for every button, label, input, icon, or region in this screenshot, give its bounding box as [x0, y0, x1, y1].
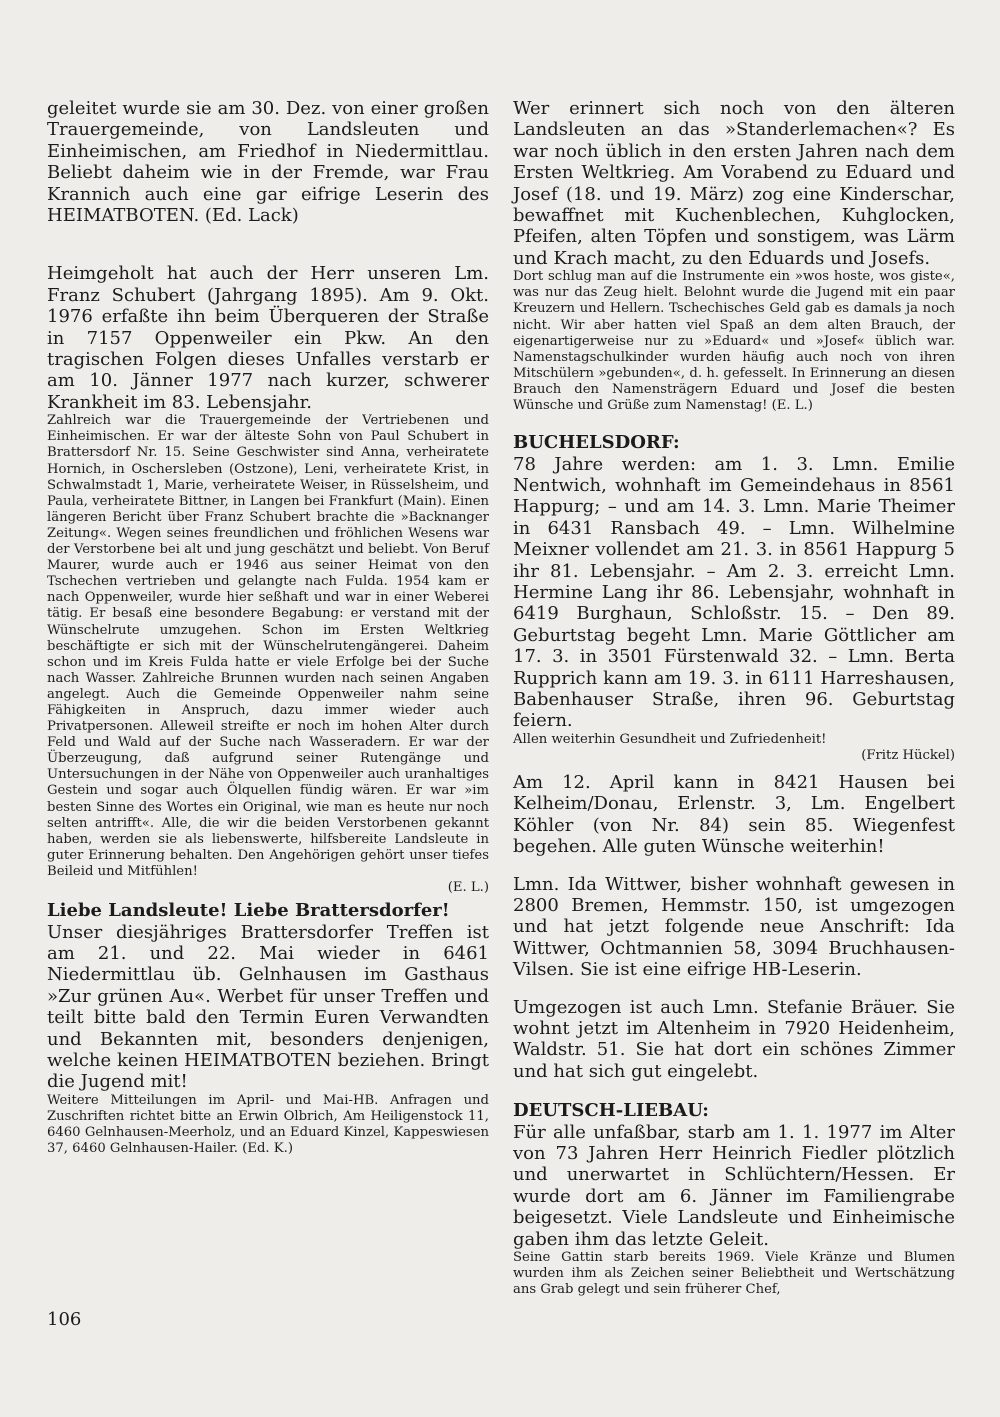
page-number: 106 [47, 1309, 82, 1330]
contact-info: Weitere Mitteilungen im April- und Mai-HB. Anfragen und Zuschriften richtet bitte an Erwin Olbrich, Am Heiligenstock 11, 6460 Gelnhausen-Meerholz, und an Eduard Kinzel, Kappeswiesen 37, 6460 Gelnhausen-Hailer. (Ed. K.) [47, 1092, 489, 1157]
left-column [47, 98, 489, 1157]
obituary-continuation: geleitet wurde sie am 30. Dez. von einer großen Trauergemeinde, von Landsleuten und Einheimischen, am Friedhof in Niedermittlau. Beliebt daheim wie in der Fremde, war Frau Krannich auch eine gar eifrige Leserin des HEIMATBOTEN. (Ed. Lack) [47, 98, 489, 227]
meeting-announcement: Unser diesjähriges Brattersdorfer Treffen ist am 21. und 22. Mai wieder in 6461 Niedermittlau üb. Gelnhausen im Gasthaus »Zur grünen Au«. Werbet für unser Treffen und teilt bitte bald den Termin Euren Verwandten und Bekannten mit, besonders denjenigen, welche keinen HEIMATBOTEN beziehen. Bringt die Jugend mit! [47, 921, 489, 1093]
fiedler-continuation: Seine Gattin starb bereits 1969. Viele Kränze und Blumen wurden ihm als Zeichen seiner Beliebtheit und Wertschätzung ans Grab gelegt und sein früherer Chef, [513, 1250, 955, 1298]
schubert-signature: (E. L.) [447, 880, 489, 895]
brattersdorf-heading: Liebe Landsleute! Liebe Brattersdorfer! [47, 900, 450, 922]
standerlemachen-intro: Wer erinnert sich noch von den älteren Landsleuten an das »Standerlemachen«? Es war noch üblich in den ersten Jahren nach dem Ersten Weltkrieg. Am Vorabend zu Eduard und Josef (18. und 19. März) zog eine Kinderschar, bewaffnet mit Kuchenblechen, Kuhglocken, Pfeifen, alten Töpfen und sonstigem, was Lärm und Krach macht, zu den Eduards und Josefs. [513, 98, 955, 269]
schubert-biography: Zahlreich war die Trauergemeinde der Vertriebenen und Einheimischen. Er war der älteste Sohn von Paul Schubert in Brattersdorf Nr. 15. Seine Geschwister sind Anna, verheiratete Hornich, in Oschersleben (Ostzone), Leni, verheiratete Krist, in Schwalmstadt 1, Marie, verheiratete Weiser, in Rüsselsheim, und Paula, verheiratete Bittner, in Langen bei Frankfurt (Main). Einen längeren Bericht über Franz Schubert brachte die »Backnanger Zeitung«. Wegen seines freundlichen und fröhlichen Wesens war der Verstorbene bei alt und jung geschätzt und beliebt. Von Beruf Maurer, wurde auch er 1946 aus seiner Heimat von den Tschechen vertrieben und gelangte nach Fulda. 1954 kam er nach Oppenweiler, wurde hier seßhaft und war in einer Weberei tätig. Er besaß eine besondere Begabung: er verstand mit der Wünschelrute umzugehen. Schon im Ersten Weltkrieg beschäftigte er sich mit der Wünschelrutengängerei. Daheim schon und im Kreis Fulda hatte er viele Erfolge bei der Suche nach Wasser. Zahlreiche Brunnen wurden nach seinen Angaben angelegt. Auch die Gemeinde Oppenweiler nahm seine Fähigkeiten in Anspruch, dazu immer wieder auch Privatpersonen. Alleweil streifte er noch im hohen Alter durch Feld und Wald auf der Suche nach Wasseradern. Er war der Überzeugung, daß aufgrund seiner Rutengänge und Untersuchungen in der Nähe von Oppenweiler auch uranhaltiges Gestein und sogar auch Ölquellen fündig wären. Er war »im besten Sinne des Wortes ein Original, wie man es heute nur noch selten antrifft«. Alle, die wir die beiden Verstorbenen gekannt haben, werden sie als liebenswerte, hilfsbereite Landsleute in guter Erinnerung behalten. Den Angehörigen gehört unser tiefes Beileid und Mitfühlen! [47, 413, 489, 879]
fiedler-obituary: Für alle unfaßbar, starb am 1. 1. 1977 im Alter von 73 Jahren Herr Heinrich Fiedler plötzlich und unerwartet in Schlüchtern/Hessen. Er wurde dort am 6. Jänner im Familiengrabe beigesetzt. Viele Landsleute und Einheimische gaben ihm das letzte Geleit. [513, 1121, 955, 1250]
right-column [513, 98, 955, 1298]
buchelsdorf-heading: BUCHELSDORF: [513, 432, 680, 454]
wishes-signature: (Fritz Hückel) [861, 747, 955, 763]
birthday-list: 78 Jahre werden: am 1. 3. Lmn. Emilie Nentwich, wohnhaft im Gemeindehaus in 8561 Happurg; – und am 14. 3. Lmn. Marie Theimer in 6431 Ransbach 49. – Lmn. Wilhelmine Meixner vollendet am 21. 3. in 8561 Happurg 5 ihr 81. Lebensjahr. – Am 2. 3. erreicht Lmn. Hermine Lang ihr 86. Lebensjahr, wohnhaft in 6419 Burghaun, Schloßstr. 15. – Den 89. Geburtstag begeht Lmn. Marie Göttlicher am 17. 3. in 3501 Fürstenwald 32. – Lmn. Berta Rupprich kann am 19. 3. in 6111 Harreshausen, Babenhauser Straße, ihren 96. Geburtstag feiern. [513, 453, 955, 732]
koehler-birthday: Am 12. April kann in 8421 Hausen bei Kelheim/Donau, Erlenstr. 3, Lm. Engelbert Köhler (von Nr. 84) sein 85. Wiegenfest begehen. Alle guten Wünsche weiterhin! [513, 771, 955, 858]
wishes: Allen weiterhin Gesundheit und Zufriedenheit! [513, 731, 827, 747]
schubert-notice: Heimgeholt hat auch der Herr unseren Lm. Franz Schubert (Jahrgang 1895). Am 9. Okt. 1976 erfaßte ihn beim Überqueren der Straße in 7157 Oppenweiler ein Pkw. An den tragischen Folgen dieses Unfalles verstarb er am 10. Jänner 1977 nach kurzer, schwerer Krankheit im 83. Lebensjahr. [47, 263, 489, 413]
wittwer-address: Lmn. Ida Wittwer, bisher wohnhaft gewesen in 2800 Bremen, Hemmstr. 150, ist umgezogen und hat jetzt folgende neue Anschrift: Ida Wittwer, Ochtmannien 58, 3094 Bruchhausen-Vilsen. Sie ist eine eifrige HB-Leserin. [513, 873, 955, 981]
braeuer-address: Umgezogen ist auch Lmn. Stefanie Bräuer. Sie wohnt jetzt im Altenheim in 7920 Heidenheim, Waldstr. 51. Sie hat dort ein schönes Zimmer und hat sich gut eingelebt. [513, 996, 955, 1082]
standerlemachen-story: Dort schlug man auf die Instrumente ein »wos hoste, wos giste«, was nur das Zeug hielt. Belohnt wurde die Jugend mit ein paar Kreuzern und Hellern. Tschechisches Geld gab es damals ja noch nicht. Wir aber hatten viel Spaß an dem alten Brauch, der eigenartigerweise nur zu »Eduard« und »Josef« üblich war. Namenstagschulkinder wurden häufig auch noch von ihren Mitschülern »gebunden«, d. h. gefesselt. In Erinnerung an diesen Brauch den Namensträgern Eduard und Josef die besten Wünsche und Grüße zum Namenstag! (E. L.) [513, 269, 955, 413]
deutsch-liebau-heading: DEUTSCH-LIEBAU: [513, 1100, 709, 1122]
